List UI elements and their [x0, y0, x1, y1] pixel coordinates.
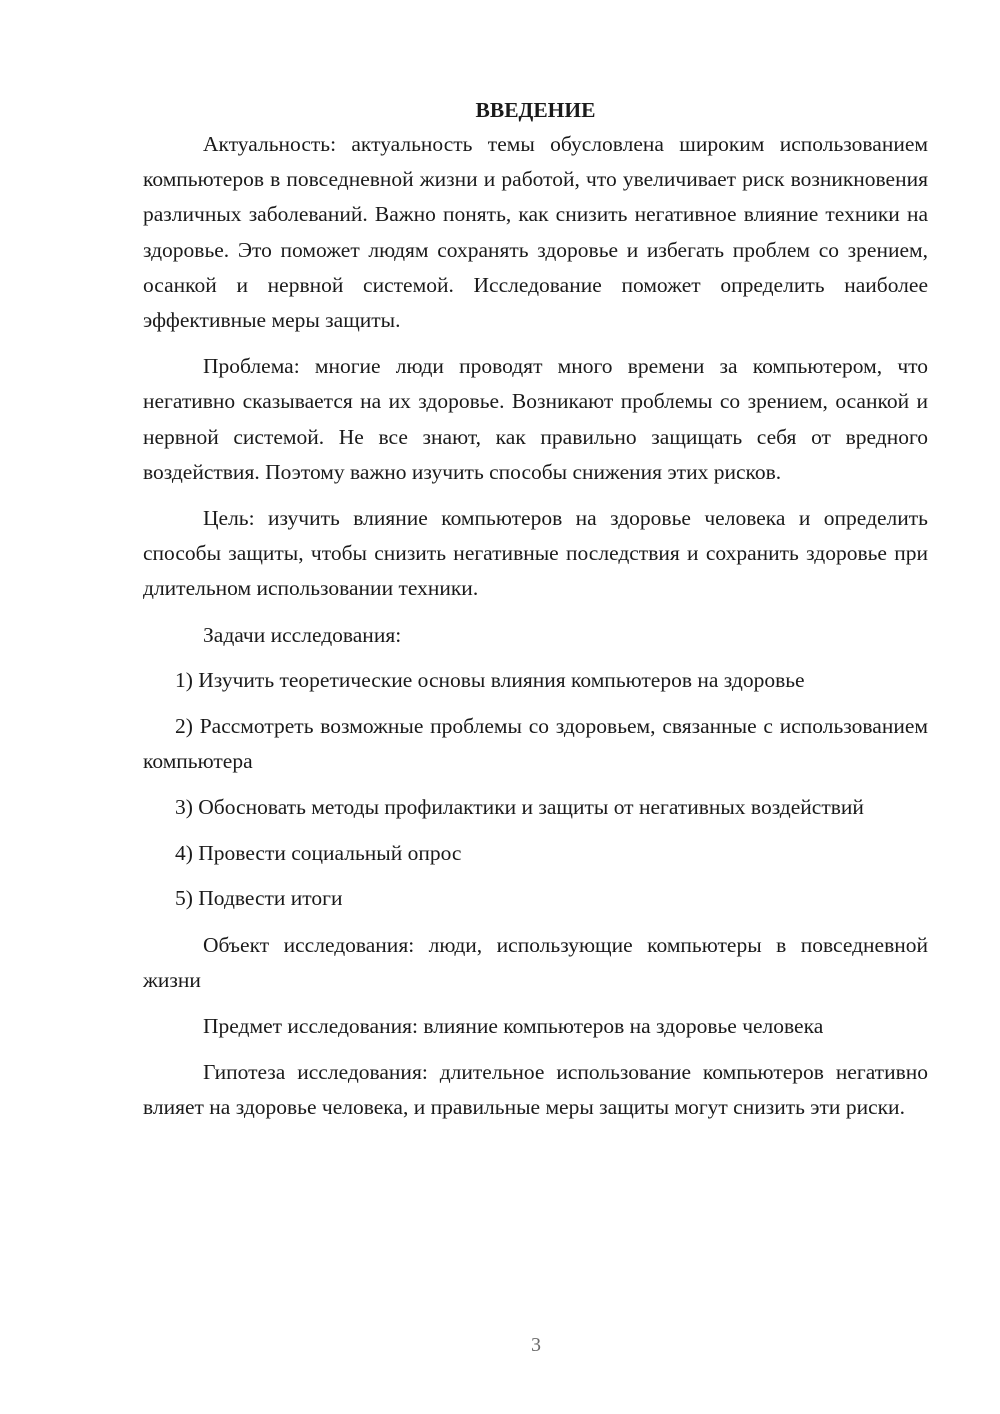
hypothesis-paragraph: Гипотеза исследования: длительное использование компьютеров негативно влияет на здоровье человека, и правильные меры защиты могут снизить эти риски. [143, 1060, 928, 1120]
subject-paragraph: Предмет исследования: влияние компьютеров на здоровье человека [203, 1013, 824, 1038]
task-item: 3) Обосновать методы профилактики и защиты от негативных воздействий [175, 794, 864, 819]
task-item: 2) Рассмотреть возможные проблемы со здоровьем, связанные с использованием компьютера [143, 714, 928, 774]
page-title: ВВЕДЕНИЕ [475, 98, 596, 122]
object-paragraph: Объект исследования: люди, использующие компьютеры в повседневной жизни [143, 932, 928, 992]
page-content [143, 93, 928, 1126]
task-item: 4) Провести социальный опрос [175, 840, 462, 865]
problem-paragraph: Проблема: многие люди проводят много времени за компьютером, что негативно сказывается на их здоровье. Возникают проблемы со зрением, осанкой и нервной системой. Не все знают, как правильно защищать себя от вредного воздействия. Поэтому важно изучить способы снижения этих рисков. [143, 354, 928, 484]
task-item: 1) Изучить теоретические основы влияния компьютеров на здоровье [175, 668, 805, 693]
goal-paragraph: Цель: изучить влияние компьютеров на здоровье человека и определить способы защиты, чтобы снизить негативные последствия и сохранить здоровье при длительном использовании техники. [143, 506, 928, 601]
tasks-heading: Задачи исследования: [203, 622, 402, 647]
page-number: 3 [531, 1334, 541, 1356]
task-item: 5) Подвести итоги [175, 886, 343, 911]
relevance-paragraph: Актуальность: актуальность темы обусловлена широким использованием компьютеров в повседневной жизни и работой, что увеличивает риск возникновения различных заболеваний. Важно понять, как снизить негативное влияние техники на здоровье. Это поможет людям сохранять здоровье и избегать проблем со зрением, осанкой и нервной системой. Исследование поможет определить наиболее эффективные меры защиты. [143, 132, 928, 333]
